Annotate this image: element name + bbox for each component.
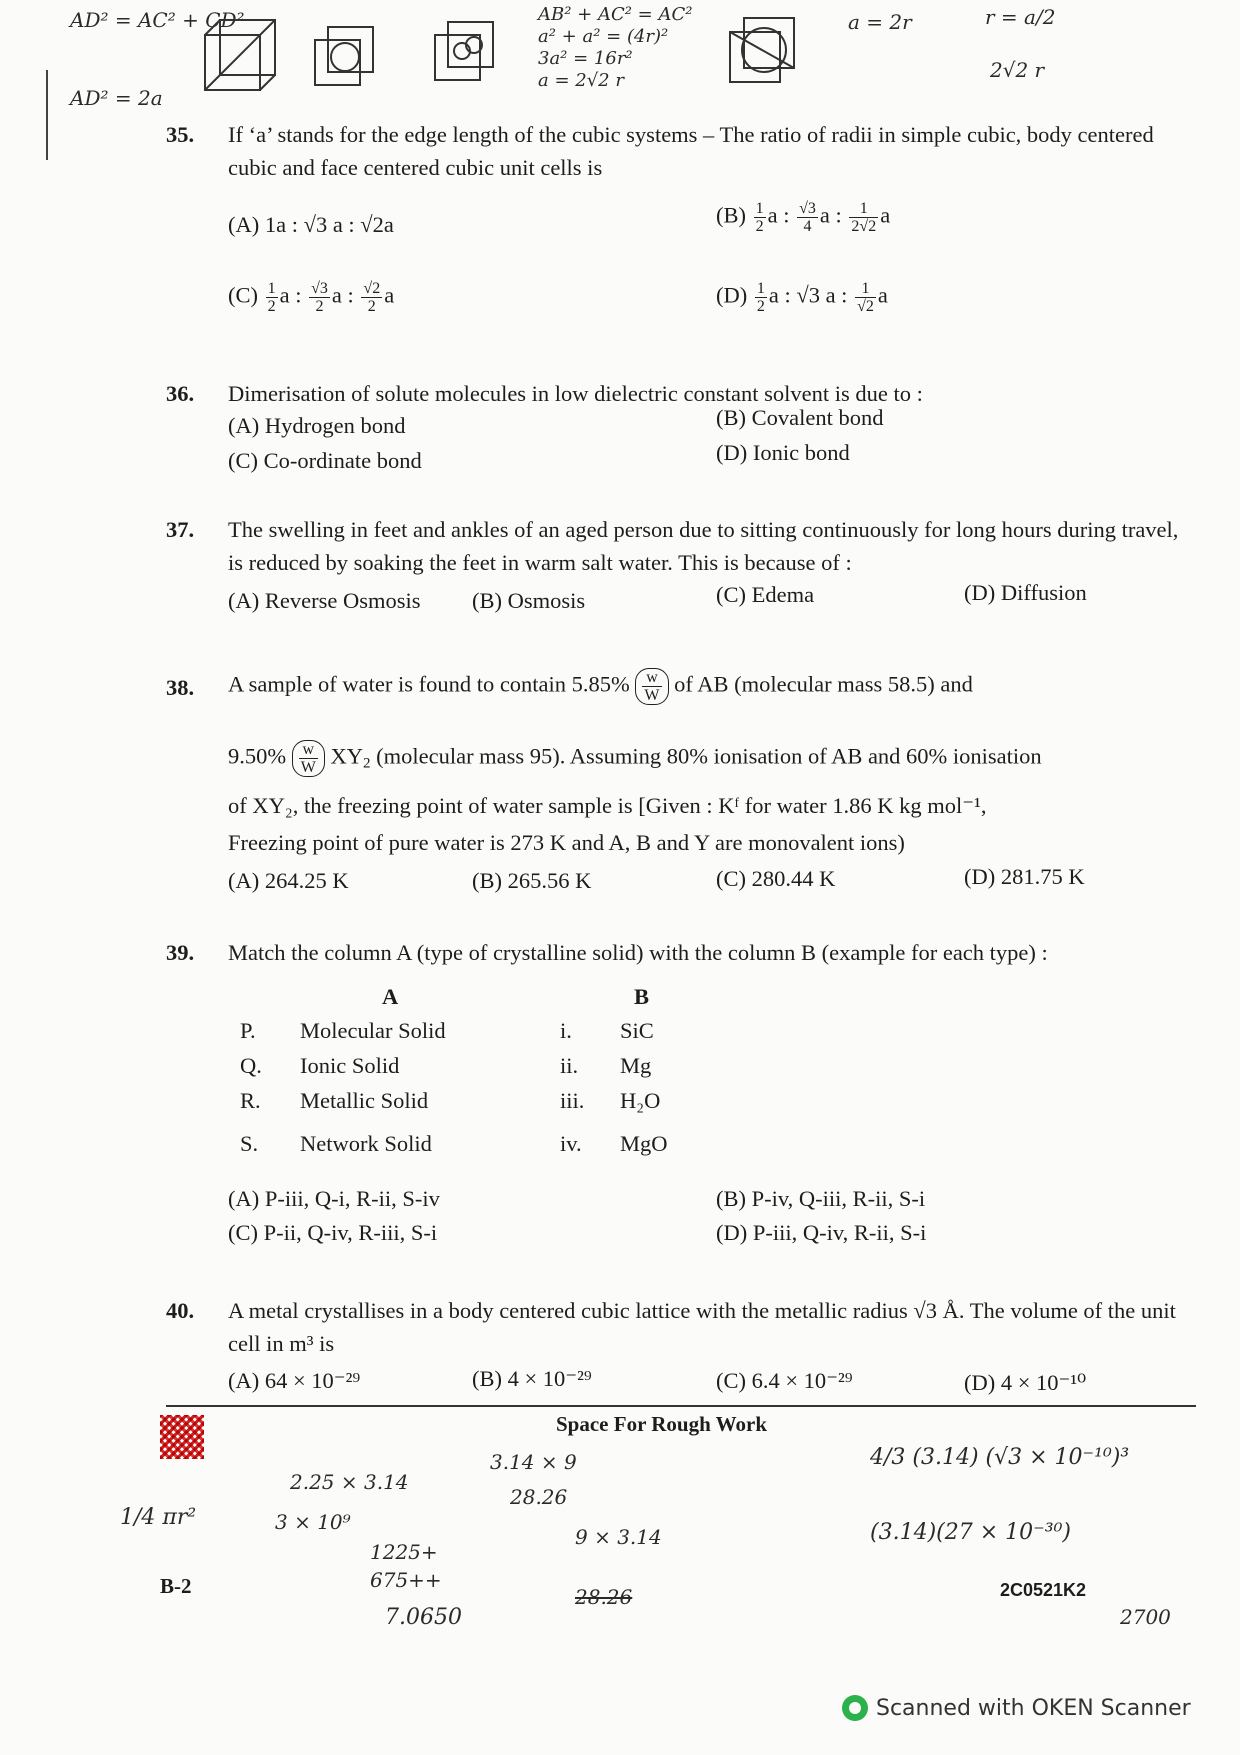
cube-sketches <box>200 15 520 105</box>
question-39 <box>166 936 1196 969</box>
option-c: (C) 6.4 × 10⁻²⁹ <box>716 1368 853 1393</box>
question-37 <box>166 513 1196 579</box>
question-text: A metal crystallises in a body centered cubic lattice with the metallic radius √3 Å. The volume of the unit cell in m³ is <box>228 1298 1176 1356</box>
handwritten-note: a = 2r <box>848 10 912 34</box>
option-c: (C) $\frac{1}{2}$ a : $\frac{√3}{2}$ a : $\frac{√2}{2}$ a <box>228 280 395 315</box>
question-number: 39. <box>166 940 195 965</box>
scanner-text: Scanned with OKEN Scanner <box>876 1695 1191 1721</box>
question-40 <box>166 1294 1196 1360</box>
option-d: (D) Ionic bond <box>716 440 850 465</box>
rough-work-label: Space For Rough Work <box>556 1412 768 1436</box>
rough-work-divider <box>166 1405 1196 1407</box>
column-b-header: B <box>634 984 650 1009</box>
scanner-watermark <box>842 1695 1191 1721</box>
column-a-header: A <box>382 984 399 1009</box>
question-38-line-1: A sample of water is found to contain 5.85% $\frac{w}{W}$ of AB (molecular mass 58.5) and <box>228 669 973 704</box>
option-d: (D) 281.75 K <box>964 864 1085 889</box>
serial-code: 2C0521K2 <box>1000 1580 1087 1600</box>
handwritten-note: r = a/2 <box>985 5 1056 29</box>
handwritten-note: AD² = 2a <box>70 86 163 110</box>
option-b: (B) Covalent bond <box>716 405 884 430</box>
option-a: (A) 64 × 10⁻²⁹ <box>228 1368 361 1393</box>
handwritten-derivation: AB² + AC² = AC² a² + a² = (4r)² 3a² = 16r² a = 2√2 r <box>538 4 693 91</box>
option-a: (A) 264.25 K <box>228 868 349 893</box>
question-38-line-2: 9.50% $\frac{w}{W}$ $XY_2$ (molecular mass 95). Assuming 80% ionisation of AB and 60% ionisation <box>228 741 1042 776</box>
question-number: 37. <box>166 517 195 542</box>
handwritten-note: 2√2 r <box>990 58 1045 82</box>
question-number: 36. <box>166 381 195 406</box>
oken-logo-icon <box>842 1695 868 1721</box>
question-number: 40. <box>166 1298 195 1323</box>
option-d: (D) Diffusion <box>964 580 1087 605</box>
option-b: (B) Osmosis <box>472 588 586 613</box>
question-text: Match the column A (type of crystalline solid) with the column B (example for each type) : <box>228 940 1048 965</box>
margin-mark <box>46 70 48 160</box>
option-d: (D) $\frac{1}{2}$ a : √3 a : $\frac{1}{√2}$ a <box>716 280 888 315</box>
option-c: (C) 280.44 K <box>716 866 836 891</box>
option-b: (B) P-iv, Q-iii, R-ii, S-i <box>716 1186 926 1211</box>
option-d: (D) 4 × 10⁻¹⁰ <box>964 1370 1087 1395</box>
question-text: The swelling in feet and ankles of an aged person due to sitting continuously for long hours during travel, is reduced by soaking the feet in warm salt water. This is because of : <box>228 517 1179 575</box>
question-text: Dimerisation of solute molecules in low dielectric constant solvent is due to : <box>228 381 923 406</box>
page-code: B-2 <box>160 1574 192 1598</box>
question-35 <box>166 118 1196 184</box>
option-b: (B) $\frac{1}{2}$ a : $\frac{√3}{4}$ a : $\frac{1}{2√2}$ a <box>716 200 891 235</box>
cube-sketch <box>722 12 812 102</box>
option-a: (A) 1a : √3 a : √2a <box>228 212 394 237</box>
question-number: 38. <box>166 675 195 700</box>
option-a: (A) P-iii, Q-i, R-ii, S-iv <box>228 1186 440 1211</box>
option-a: (A) Reverse Osmosis <box>228 588 421 613</box>
question-text: If ‘a’ stands for the edge length of the cubic systems – The ratio of radii in simple cubic, body centered cubic and face centered cubic unit cells is <box>228 122 1154 180</box>
qr-code-icon <box>160 1415 204 1459</box>
option-d: (D) P-iii, Q-iv, R-ii, S-i <box>716 1220 927 1245</box>
handwritten-note: AD² = AC² + CD² <box>70 8 245 32</box>
option-c: (C) P-ii, Q-iv, R-iii, S-i <box>228 1220 438 1245</box>
question-38-line-4: Freezing point of pure water is 273 K and A, B and Y are monovalent ions) <box>228 830 905 855</box>
option-a: (A) Hydrogen bond <box>228 413 406 438</box>
option-b: (B) 265.56 K <box>472 868 592 893</box>
option-c: (C) Edema <box>716 582 815 607</box>
option-c: (C) Co-ordinate bond <box>228 448 422 473</box>
question-38-line-3: of XY₂, the freezing point of water sample is [Given : Kᶠ for water 1.86 K kg mol⁻¹, <box>228 793 987 818</box>
question-number: 35. <box>166 122 195 147</box>
question-36 <box>166 377 1196 410</box>
option-b: (B) 4 × 10⁻²⁹ <box>472 1366 592 1391</box>
